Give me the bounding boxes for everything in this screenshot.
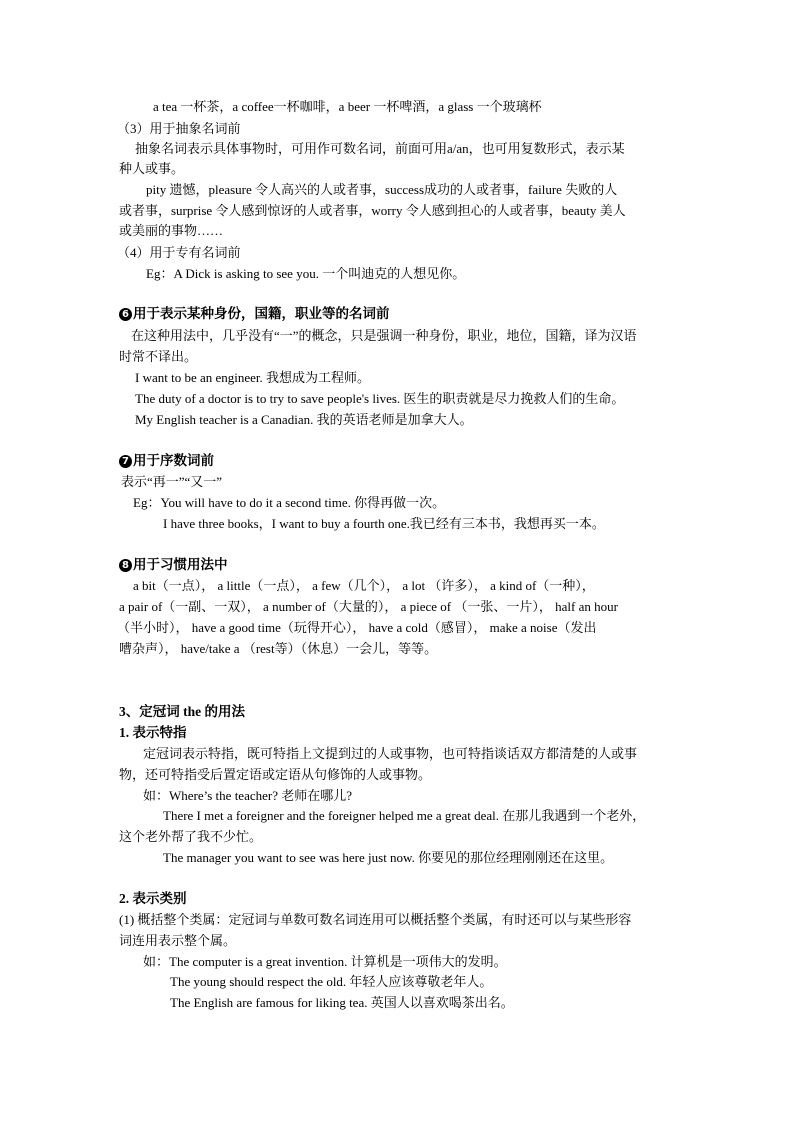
paragraph-line: 时常不译出。 — [119, 349, 198, 364]
paragraph-line: a bit（一点）， a little（一点）， a few（几个）， a lot （许多）， a kind of（一种）， — [133, 578, 595, 593]
section-heading-3: 3、定冠词 the 的用法 — [119, 704, 245, 719]
section-heading-6 — [119, 305, 390, 323]
subheading: （3）用于抽象名词前 — [117, 121, 241, 136]
circled-number-marker: 8 — [119, 559, 132, 572]
heading-text: 用于序数词前 — [133, 453, 214, 468]
paragraph-line: （半小时）， have a good time（玩得开心）， have a cold（感冒）， make a noise（发出 — [117, 620, 597, 635]
heading-text: 用于表示某种身份，国籍，职业等的名词前 — [133, 306, 390, 321]
circled-number-marker: 6 — [119, 308, 132, 321]
subsection-heading: 2. 表示类别 — [119, 891, 187, 906]
paragraph-line: 在这种用法中，几乎没有“一”的概念，只是强调一种身份，职业，地位，国籍，译为汉语 — [131, 328, 637, 343]
paragraph-line: 定冠词表示特指，既可特指上文提到过的人或事物，也可特指谈话双方都清楚的人或事 — [143, 746, 638, 761]
example-line: My English teacher is a Canadian. 我的英语老师是加拿大人。 — [135, 412, 473, 427]
paragraph-line: 或者事，surprise 令人感到惊讶的人或者事，worry 令人感到担心的人或者事，beauty 美人 — [119, 203, 626, 218]
paragraph-line: 或美丽的事物…… — [119, 223, 224, 238]
example-line: There I met a foreigner and the foreigner helped me a great deal. 在那儿我遇到一个老外， — [163, 808, 646, 823]
paragraph-line: 物，还可特指受后置定语或定语从句修饰的人或事物。 — [119, 767, 432, 782]
paragraph-line: a pair of（一副、一双）， a number of（大量的）， a piece of （一张、一片）， half an hour — [119, 599, 618, 614]
heading-text: 用于习惯用法中 — [133, 557, 228, 572]
section-heading-8 — [119, 556, 228, 574]
paragraph-line: pity 遗憾，pleasure 令人高兴的人或者事，success成功的人或者事，failure 失败的人 — [146, 182, 618, 197]
paragraph-line: 种人或事。 — [119, 161, 185, 176]
paragraph-line: 抽象名词表示具体事物时，可用作可数名词，前面可用a/an，也可用复数形式，表示某 — [135, 141, 625, 156]
example-line: The manager you want to see was here just now. 你要见的那位经理刚刚还在这里。 — [163, 850, 614, 865]
example-line: The young should respect the old. 年轻人应该尊敬老年人。 — [170, 974, 493, 989]
circled-number-marker: 7 — [119, 455, 132, 468]
section-heading-7 — [119, 452, 214, 470]
subheading: （4）用于专有名词前 — [117, 245, 241, 260]
paragraph-line: 嘈杂声）， have/take a （rest等）（休息）一会儿，等等。 — [119, 641, 438, 656]
example-line: Eg：A Dick is asking to see you. 一个叫迪克的人想见你。 — [146, 266, 466, 281]
paragraph-line: (1) 概括整个类属：定冠词与单数可数名词连用可以概括整个类属，有时还可以与某些形容 — [119, 912, 632, 927]
example-line: 这个老外帮了我不少忙。 — [119, 829, 263, 844]
example-line: 如：The computer is a great invention. 计算机是一项伟大的发明。 — [143, 954, 507, 969]
example-line: I have three books，I want to buy a fourth one.我已经有三本书，我想再买一本。 — [163, 516, 605, 531]
paragraph-line: 词连用表示整个属。 — [119, 933, 237, 948]
example-line: a tea 一杯茶，a coffee一杯咖啡，a beer 一杯啤酒，a glass 一个玻璃杯 — [153, 99, 542, 114]
example-line: I want to be an engineer. 我想成为工程师。 — [135, 370, 371, 385]
paragraph-line: 表示“再一”“又一” — [121, 474, 223, 489]
example-line: Eg：You will have to do it a second time. 你得再做一次。 — [133, 495, 446, 510]
example-line: The English are famous for liking tea. 英国人以喜欢喝茶出名。 — [170, 995, 514, 1010]
subsection-heading: 1. 表示特指 — [119, 725, 187, 740]
example-line: The duty of a doctor is to try to save people's lives. 医生的职责就是尽力挽救人们的生命。 — [135, 391, 625, 406]
example-line: 如：Where’s the teacher? 老师在哪儿? — [143, 788, 353, 803]
